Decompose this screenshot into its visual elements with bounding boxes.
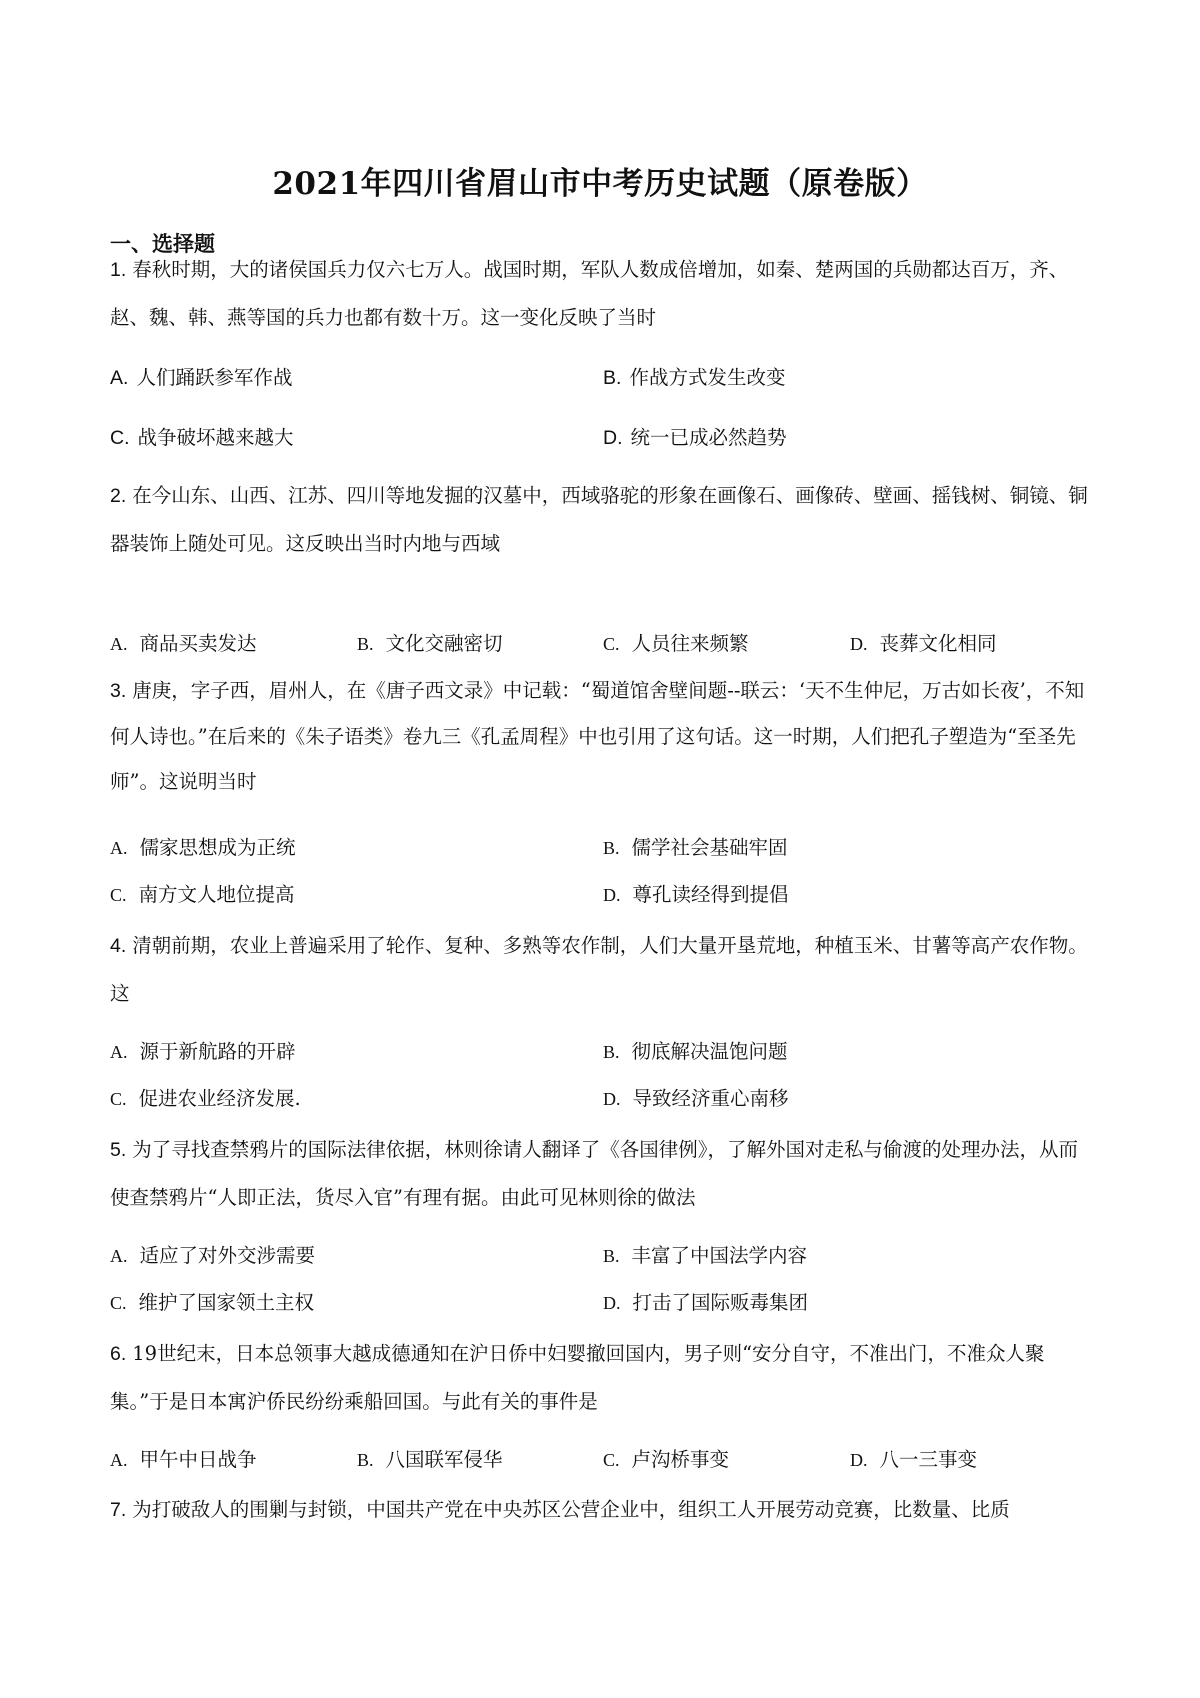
question-number: 1. <box>110 259 127 281</box>
question-number: 3. <box>110 680 127 702</box>
option-b: B. 彻底解决温饱问题 <box>603 1040 788 1063</box>
option-d: D. 八一三事变 <box>850 1448 978 1471</box>
option-d: D. 尊孔读经得到提倡 <box>603 883 789 906</box>
question-number: 5. <box>110 1139 127 1161</box>
question-4 <box>110 922 1095 1017</box>
question-3 <box>110 668 1095 804</box>
option-d: D. 丧葬文化相同 <box>850 632 997 655</box>
question-1-options-row-1 <box>110 362 1095 402</box>
option-b: B. 儒学社会基础牢固 <box>603 836 788 859</box>
question-5-options-row-1 <box>110 1240 1095 1280</box>
option-c: C. 促进农业经济发展. <box>110 1087 301 1110</box>
question-1 <box>110 246 1095 341</box>
question-text: 为了寻找查禁鸦片的国际法律依据，林则徐请人翻译了《各国律例》，了解外国对走私与偷渡的处理办法，从而使查禁鸦片“人即正法，货尽入官”有理有据。由此可见林则徐的做法 <box>110 1138 1079 1209</box>
question-4-options-row-1 <box>110 1036 1095 1076</box>
question-5-options-row-2 <box>110 1287 1095 1327</box>
option-b: B. 作战方式发生改变 <box>603 366 786 389</box>
option-c: C. 战争破坏越来越大 <box>110 426 294 449</box>
option-d: D. 打击了国际贩毒集团 <box>603 1291 809 1314</box>
option-c: C. 卢沟桥事变 <box>603 1448 730 1471</box>
question-number: 2. <box>110 485 127 507</box>
option-c: C. 维护了国家领土主权 <box>110 1291 315 1314</box>
option-a: A. 人们踊跃参军作战 <box>110 366 293 389</box>
question-text: 春秋时期，大的诸侯国兵力仅六七万人。战国时期，军队人数成倍增加，如秦、楚两国的兵勋都达百万，齐、赵、魏、韩、燕等国的兵力也都有数十万。这一变化反映了当时 <box>110 258 1069 329</box>
option-a: A. 甲午中日战争 <box>110 1448 257 1471</box>
question-number: 4. <box>110 935 127 957</box>
option-a: A. 儒家思想成为正统 <box>110 836 296 859</box>
question-number: 6. <box>110 1343 127 1365</box>
question-3-options-row-1 <box>110 832 1095 872</box>
option-b: B. 文化交融密切 <box>357 632 503 655</box>
option-b: B. 八国联军侵华 <box>357 1448 503 1471</box>
question-6-options <box>110 1444 1095 1484</box>
question-text: 19世纪末，日本总领事大越成德通知在沪日侨中妇婴撤回国内，男子则“安分自守，不准出门，不准众人聚集。”于是日本寓沪侨民纷纷乘船回国。与此有关的事件是 <box>110 1342 1045 1413</box>
option-d: D. 导致经济重心南移 <box>603 1087 789 1110</box>
question-5 <box>110 1126 1095 1221</box>
question-3-options-row-2 <box>110 879 1095 919</box>
option-a: A. 源于新航路的开辟 <box>110 1040 296 1063</box>
question-2 <box>110 472 1095 567</box>
question-number: 7. <box>110 1499 127 1521</box>
option-c: C. 人员往来频繁 <box>603 632 749 655</box>
question-7 <box>110 1486 1095 1534</box>
question-1-options-row-2 <box>110 422 1095 462</box>
question-text: 在今山东、山西、江苏、四川等地发掘的汉墓中，西域骆驼的形象在画像石、画像砖、壁画、摇钱树、铜镜、铜器装饰上随处可见。这反映出当时内地与西域 <box>110 484 1088 555</box>
option-c: C. 南方文人地位提高 <box>110 883 295 906</box>
section-heading: 一、选择题 <box>110 232 215 256</box>
question-6 <box>110 1330 1095 1425</box>
question-2-options <box>110 628 1095 668</box>
question-text: 清朝前期，农业上普遍采用了轮作、复种、多熟等农作制，人们大量开垦荒地，种植玉米、甘薯等高产农作物。这 <box>110 934 1088 1005</box>
option-b: B. 丰富了中国法学内容 <box>603 1244 808 1267</box>
question-text: 唐庚，字子西，眉州人，在《唐子西文录》中记载：“蜀道馆舍壁间题--联云：‘天不生仲尼，万古如长夜’，不知何人诗也。”在后来的《朱子语类》卷九三《孔孟周程》中也引用了这句话。这一时期，人们把孔子塑造为“至圣先师”。这说明当时 <box>110 679 1085 793</box>
option-d: D. 统一已成必然趋势 <box>603 426 787 449</box>
question-text: 为打破敌人的围剿与封锁，中国共产党在中央苏区公营企业中，组织工人开展劳动竞赛，比数量、比质 <box>132 1498 1010 1521</box>
option-a: A. 适应了对外交涉需要 <box>110 1244 316 1267</box>
question-4-options-row-2 <box>110 1083 1095 1123</box>
page-title: 2021年四川省眉山市中考历史试题（原卷版） <box>272 166 928 202</box>
option-a: A. 商品买卖发达 <box>110 632 257 655</box>
